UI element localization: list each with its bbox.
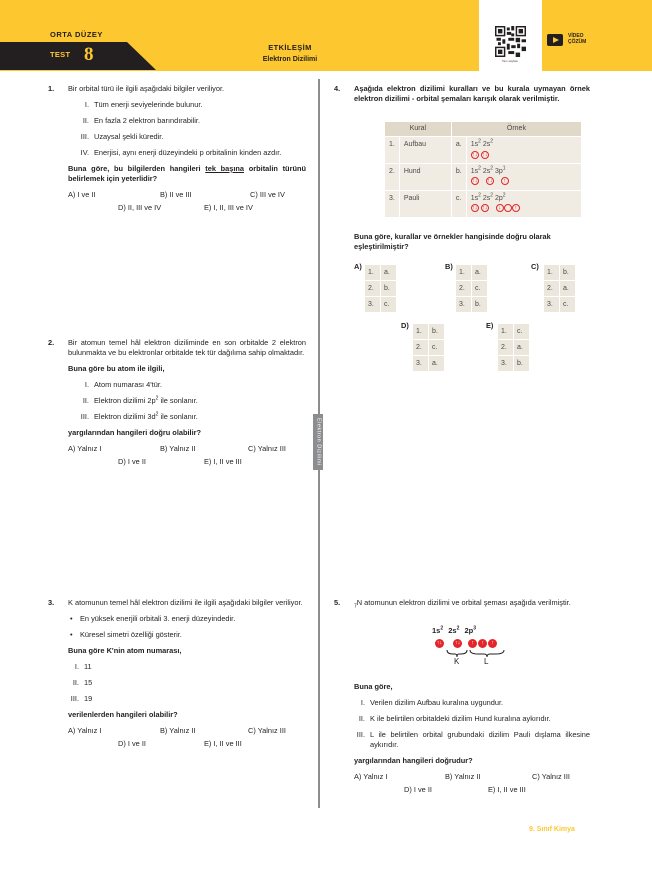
option-e-label[interactable]: E) [486, 321, 494, 330]
question-2 [48, 338, 306, 470]
statement: II. K ile belirtilen orbitaldeki dizilim Hund kuralına aykırıdır. [358, 713, 551, 723]
option-e-table[interactable]: 1. c. 2. a. 3. b. [497, 323, 530, 372]
option-c[interactable]: C) Yalnız III [532, 771, 570, 781]
orbital-icon: ↑↓ [436, 639, 443, 646]
side-tag-text: Elektron Dizilimi [315, 418, 322, 466]
orbital-icon [504, 204, 512, 212]
question-number: 2. [48, 338, 55, 347]
question-4-prompt: Buna göre, kurallar ve örnekler hangisinde doğru olarak eşleştirilmiştir? [354, 232, 551, 251]
statement: I. Atom numarası 4'tür. [84, 379, 162, 389]
difficulty-level: ORTA DÜZEY [50, 30, 103, 39]
option-a-table[interactable]: 1. a. 2. b. 3. c. [364, 264, 397, 313]
statement: IV. Enerjisi, aynı enerji düzeyindeki p orbitalinin kinden azdır. [80, 147, 282, 157]
electron-config: $1s^2$ $2s^2$ $3p^1$ [470, 165, 506, 175]
play-icon [547, 34, 563, 46]
question-stem: Bir orbital türü ile ilgili aşağıdaki bilgiler veriliyor. [68, 84, 225, 93]
statement: II. En fazla 2 elektron barındırabilir. [82, 115, 200, 125]
nitrogen-orbitals [435, 638, 497, 648]
option-d[interactable]: D) I ve II [118, 738, 146, 748]
test-label: TEST [50, 50, 71, 59]
option-a[interactable]: A) Yalnız I [68, 725, 102, 735]
video-label-2: ÇÖZÜM [568, 39, 587, 45]
option-a[interactable]: A) I ve II [68, 189, 96, 199]
question-4 [334, 84, 590, 110]
column-header-example: Örnek [451, 122, 581, 137]
bullet-item: • Küresel simetri özelliği gösterir. [70, 629, 182, 639]
orbital-icon: ↑ [478, 639, 487, 648]
orbital-icon: ↑↓ [471, 205, 478, 212]
orbital-icon: ↓ [496, 204, 504, 212]
shell-label-k: K [454, 657, 460, 666]
option-e[interactable]: E) I, II ve III [488, 784, 526, 794]
table-row: 3. Pauli c. $1s^2$ $2s^2$ $2p^2$ ↑↓ ↑↓ ↓ ↑ [385, 190, 582, 217]
option-c[interactable]: C) Yalnız III [248, 443, 286, 453]
question-prompt: Buna göre, bu bilgilerden hangileri tek başına orbitalin türünü belirlemek için yeterlidir? [68, 163, 306, 183]
question-3 [48, 598, 306, 752]
statement-list [354, 698, 590, 750]
option-d-label[interactable]: D) [401, 321, 409, 330]
question-prompt: yargılarından hangileri doğrudur? [354, 755, 473, 765]
shell-label-l: L [484, 657, 489, 666]
section-subtitle: Elektron Dizilimi [262, 56, 318, 63]
option-a[interactable]: A) Yalnız I [354, 771, 388, 781]
option-d[interactable]: D) I ve II [404, 784, 432, 794]
question-lead: Buna göre K'nin atom numarası, [68, 645, 182, 655]
option-b[interactable]: B) Yalnız II [445, 771, 481, 781]
option-d[interactable]: D) II, III ve IV [118, 202, 162, 212]
electron-config: $1s^2$ $2s^2$ [470, 138, 493, 148]
question-stem: Bir atomun temel hâl elektron diziliminde en son orbitalde 2 elektron bulunmakta ve bu elektronlar orbitalde tek tür dağılıma sahip olmaktadır. [68, 338, 306, 357]
option-a[interactable]: A) Yalnız I [68, 443, 102, 453]
answer-options [68, 190, 306, 216]
question-number: 5. [334, 598, 341, 607]
table-row: 1. Aufbau a. $1s^2$ $2s^2$ ↑↓ ↑↓ [385, 137, 582, 164]
option-e[interactable]: E) I, II ve III [204, 738, 242, 748]
qr-caption: Tanı sayfası [501, 59, 518, 63]
answer-options [68, 444, 306, 470]
test-number: 8 [84, 44, 94, 65]
statement-list [78, 100, 306, 158]
question-number: 4. [334, 84, 341, 93]
orbital-diagram [471, 177, 577, 186]
statement: III. 19 [70, 693, 93, 703]
bullet-item: • En yüksek enerjili orbitali 3. enerji düzeyindedir. [70, 613, 236, 623]
question-5 [334, 598, 590, 614]
option-d[interactable]: D) I ve II [118, 456, 146, 466]
table-row: 2. Hund b. $1s^2$ $2s^2$ $3p^1$ ↑↓ ↑↓ ↑ [385, 163, 582, 190]
statement-list [68, 662, 306, 704]
statement: II. 15 [72, 677, 93, 687]
question-stem: Aşağıda elektron dizilimi kuralları ve bu kurala uymayan örnek elektron dizilimi - orbital şemaları karışık olarak verilmiştir. [354, 84, 590, 103]
option-c[interactable]: C) III ve IV [250, 189, 285, 199]
question-stem: K atomunun temel hâl elektron dizilimi ile ilgili aşağıdaki bilgiler veriliyor. [68, 598, 303, 607]
orbital-diagram [471, 150, 577, 159]
statement-list [78, 380, 306, 422]
option-e[interactable]: E) I, II, III ve IV [204, 202, 253, 212]
question-lead: Buna göre bu atom ile ilgili, [68, 363, 165, 373]
option-b[interactable]: B) Yalnız II [160, 725, 196, 735]
answer-options [68, 726, 306, 752]
statement: III. L ile belirtilen orbital grubundaki dizilim Pauli dışlama ilkesine aykırıdır. [356, 729, 590, 749]
orbital-diagram [471, 204, 577, 213]
rules-table [384, 121, 582, 218]
page-header [0, 0, 652, 71]
answer-options [354, 772, 590, 798]
option-b[interactable]: B) II ve III [160, 189, 192, 199]
statement: I. 11 [74, 661, 92, 671]
side-tag [313, 414, 323, 470]
option-b-table[interactable]: 1. a. 2. c. 3. b. [455, 264, 488, 313]
column-header-rule: Kural [385, 122, 452, 137]
orbital-icon: ↑↓ [481, 205, 488, 212]
orbital-icon: ↑ [501, 177, 509, 185]
statement: II. Elektron dizilimi $2p^2$ ile sonlanır. [82, 395, 198, 405]
option-e[interactable]: E) I, II ve III [204, 456, 242, 466]
qr-code-icon[interactable] [495, 26, 526, 57]
question-5-body [354, 682, 590, 798]
orbital-icon: ↑ [488, 639, 497, 648]
option-b-label[interactable]: B) [445, 262, 453, 271]
question-number: 3. [48, 598, 55, 607]
orbital-icon: ↑ [468, 639, 477, 648]
option-c-label[interactable]: C) [531, 262, 539, 271]
option-b[interactable]: B) Yalnız II [160, 443, 196, 453]
orbital-icon: ↑↓ [471, 178, 478, 185]
option-d-table[interactable]: 1. b. 2. c. 3. a. [412, 323, 445, 372]
footer-course: 9. Sınıf Kimya [529, 826, 575, 833]
electron-config: $1s^2$ $2s^2$ $2p^2$ [470, 192, 506, 202]
question-prompt: yargılarından hangileri doğru olabilir? [68, 427, 202, 437]
section-title: ETKİLEŞİM [268, 43, 312, 52]
question-lead: Buna göre, [354, 682, 393, 691]
option-a-label[interactable]: A) [354, 262, 362, 271]
orbital-icon: ↑↓ [454, 639, 461, 646]
orbital-icon: ↑↓ [471, 151, 478, 158]
orbital-icon: ↑ [512, 204, 520, 212]
question-number: 1. [48, 84, 55, 93]
question-prompt: verilenlerden hangileri olabilir? [68, 709, 178, 719]
statement: III. Elektron dizilimi $3d^2$ ile sonlanır. [80, 411, 198, 421]
orbital-icon: ↑↓ [486, 178, 493, 185]
question-stem: $_7$N atomunun elektron dizilimi ve orbital şeması aşağıda verilmiştir. [354, 598, 571, 610]
option-c-table[interactable]: 1. b. 2. a. 3. c. [543, 264, 576, 313]
statement: I. Tüm enerji seviyelerinde bulunur. [84, 99, 203, 109]
statement: III. Uzaysal şekli küredir. [80, 131, 164, 141]
orbital-icon: ↑↓ [481, 151, 488, 158]
question-1 [48, 84, 306, 216]
video-label-1: VİDEO [568, 33, 584, 40]
statement: I. Verilen dizilim Aufbau kuralına uygundur. [360, 697, 504, 707]
option-c[interactable]: C) Yalnız III [248, 725, 286, 735]
video-solution-button[interactable] [547, 34, 586, 46]
nitrogen-config: $1s^2$ $2s^2$ $2p^3$ [432, 625, 476, 635]
test-band [0, 42, 156, 70]
